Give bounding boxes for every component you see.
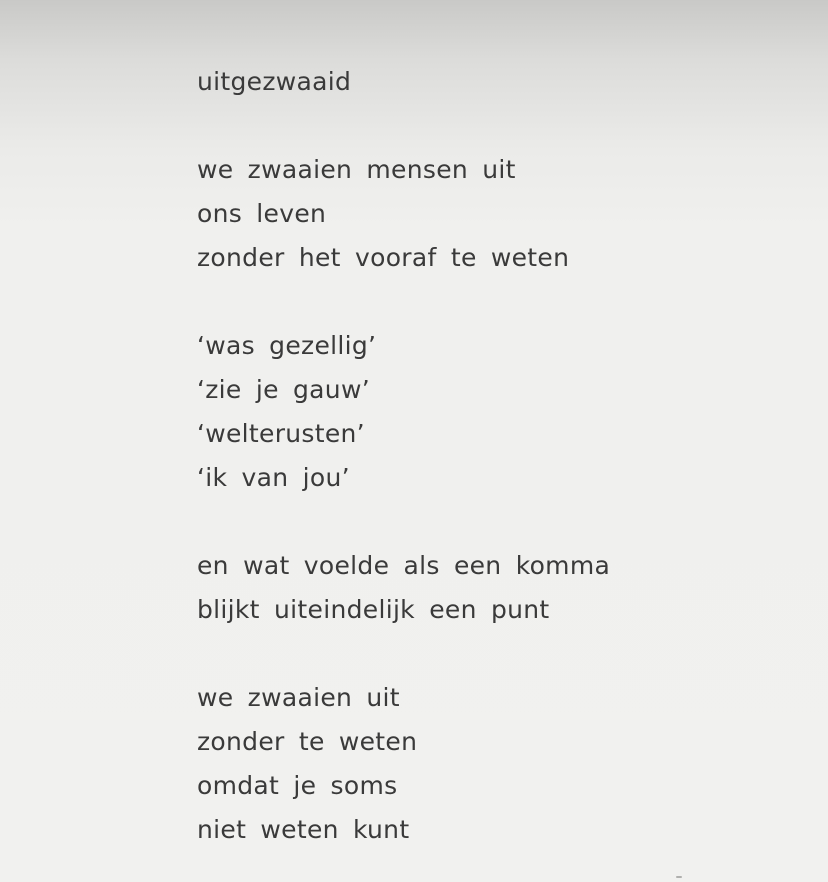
poem-line: ‘ik van jou’ xyxy=(197,463,350,492)
stanza-1 xyxy=(197,148,797,280)
poem-line: zonder het vooraf te weten xyxy=(197,243,570,272)
poem-line: blijkt uiteindelijk een punt xyxy=(197,595,550,624)
stanza-4 xyxy=(197,676,797,852)
poem-line: we zwaaien mensen uit xyxy=(197,155,516,184)
poem-line: omdat je soms xyxy=(197,771,398,800)
poem-line: ons leven xyxy=(197,199,327,228)
poem-line: niet weten kunt xyxy=(197,815,410,844)
poem-line: en wat voelde als een komma xyxy=(197,551,611,580)
poem-line: ‘welterusten’ xyxy=(197,419,365,448)
poem xyxy=(197,60,797,852)
poem-line: ‘was gezellig’ xyxy=(197,331,377,360)
poem-title: uitgezwaaid xyxy=(197,67,352,96)
stanza-2 xyxy=(197,324,797,500)
poem-line: we zwaaien uit xyxy=(197,683,400,712)
poem-line: zonder te weten xyxy=(197,727,418,756)
poem-line: ‘zie je gauw’ xyxy=(197,375,370,404)
stanza-3 xyxy=(197,544,797,632)
page-edge-mark xyxy=(676,876,682,878)
